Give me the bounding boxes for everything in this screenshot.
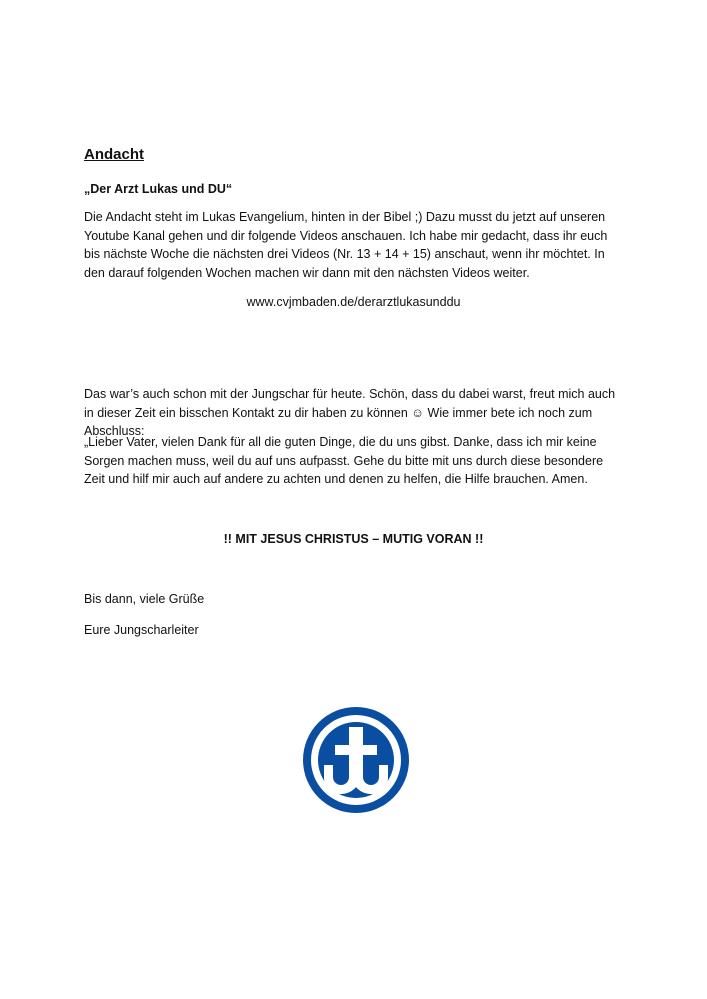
video-link[interactable]: www.cvjmbaden.de/derarztlukasunddu: [246, 295, 461, 309]
intro-paragraph: Die Andacht steht im Lukas Evangelium, hinten in der Bibel ;) Dazu musst du jetzt auf unseren Youtube Kanal gehen und dir folgende Videos anschauen. Ich habe mir gedacht, dass ihr euch bis nächste Woche die nächsten drei Videos (Nr. 13 + 14 + 15) anschaut, wenn ihr möchtet. In den darauf folgenden Wochen machen wir dann mit den nächsten Videos weiter.: [84, 210, 608, 280]
closing-paragraph: Das war’s auch schon mit der Jungschar für heute. Schön, dass du dabei warst, freut mich auch in dieser Zeit ein bisschen Kontakt zu dir haben zu können ☺ Wie immer bete ich noch zum Abschluss:: [84, 387, 616, 438]
cvjm-cross-logo-icon: [301, 705, 411, 815]
closing-greeting: Bis dann, viele Grüße: [84, 592, 205, 606]
closing-signature: Eure Jungscharleiter: [84, 623, 199, 637]
prayer-paragraph: „Lieber Vater, vielen Dank für all die guten Dinge, die du uns gibst. Danke, dass ich mir keine Sorgen machen muss, weil du auf uns aufpasst. Gehe du bitte mit uns durch diese besondere Zeit und hilf mir auch auf andere zu achten und denen zu helfen, die Hilfe brauchen. Amen.: [84, 435, 604, 486]
document-heading: Andacht: [84, 146, 144, 163]
motto-line: !! MIT JESUS CHRISTUS – MUTIG VORAN !!: [223, 532, 484, 546]
document-subtitle: „Der Arzt Lukas und DU“: [84, 182, 233, 196]
